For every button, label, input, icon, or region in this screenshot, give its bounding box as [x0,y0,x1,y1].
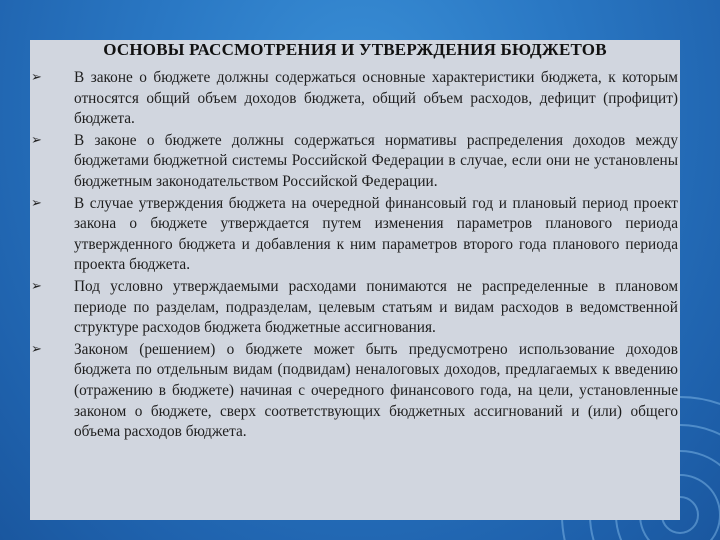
list-item [30,194,680,276]
list-item-text: Законом (решением) о бюджете может быть предусмотрено использование доходов бюджета по отдельным видам (подвидам) неналоговых доходов, предлагаемых к введению (отражению в бюджете) начиная с очередного финансового года, на цели, установленные законом о бюджете, сверх соответствующих бюджетных ассигнований и (или) общего объема расходов бюджета. [74,340,678,441]
list-item [30,68,680,130]
arrowhead-bullet-icon: ➢ [31,278,42,294]
list-item-text: Под условно утверждаемыми расходами понимаются не распределенные в плановом периоде по разделам, подразделам, целевым статьям и видам расходов в ведомственной структуре расходов бюджета бюджетные ассигнования. [74,277,678,337]
list-item-text: В случае утверждения бюджета на очередной финансовый год и плановый период проект закона о бюджете утверждается путем изменения параметров планового периода утвержденного бюджета и добавления к ним параметров второго года планового периода проекта бюджета. [74,194,678,274]
list-item [30,340,680,443]
list-item-text: В законе о бюджете должны содержаться нормативы распределения доходов между бюджетами бюджетной системы Российской Федерации в случае, если они не установлены бюджетным законодательством Российской Федерации. [74,131,678,190]
arrowhead-bullet-icon: ➢ [31,132,42,148]
list-item [30,277,680,339]
bullet-list [30,68,680,444]
arrowhead-bullet-icon: ➢ [31,195,42,211]
list-item-text: В законе о бюджете должны содержаться основные характеристики бюджета, к которым относятся общий объем доходов бюджета, общий объем расходов, дефицит (профицит) бюджета. [74,69,678,128]
arrowhead-bullet-icon: ➢ [31,341,42,357]
list-item [30,131,680,193]
slide-title: ОСНОВЫ РАССМОТРЕНИЯ И УТВЕРЖДЕНИЯ БЮДЖЕТОВ [103,40,607,59]
arrowhead-bullet-icon: ➢ [31,70,42,85]
slide-content [30,40,680,520]
